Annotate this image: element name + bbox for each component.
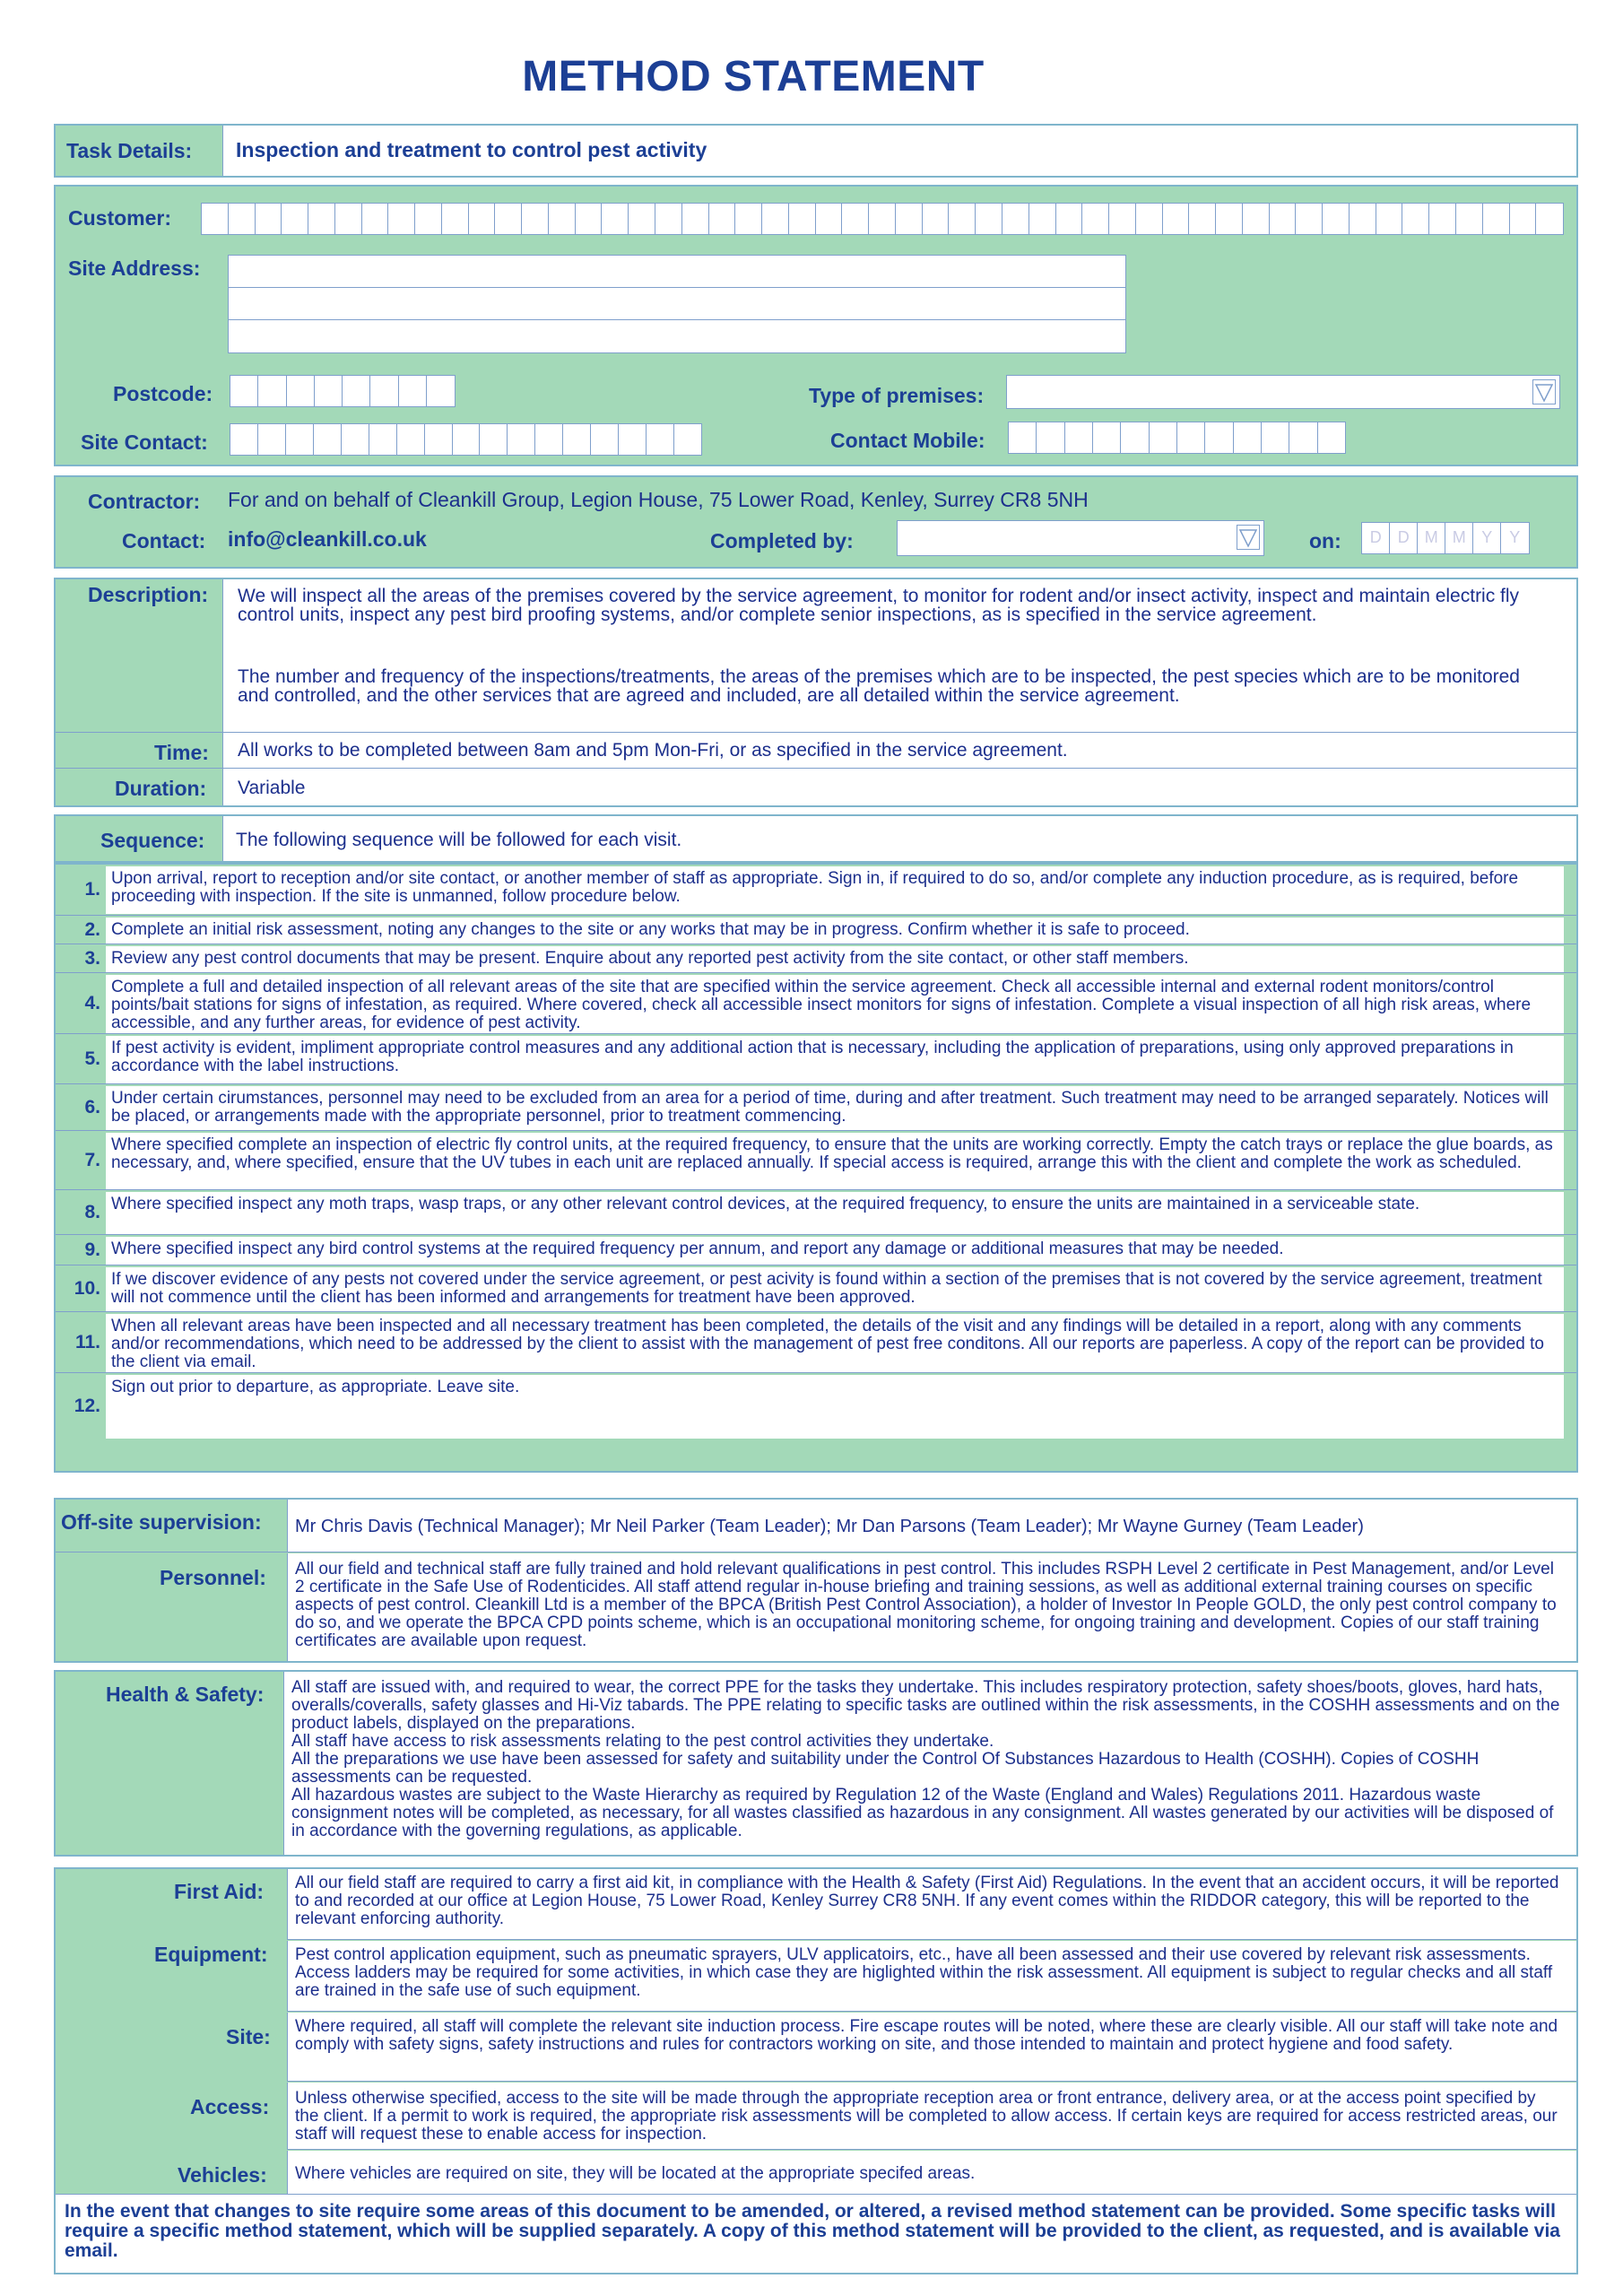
- postcode-label: Postcode:: [113, 382, 213, 405]
- access-value: Unless otherwise specified, access to the site will be made through the appropriate reception area or front entrance, delivery area, or at the access point specified by the client. If a permit to work is required, the appropriate risk assessments will be completed to allow access. If certain keys are required for access restricted areas, our staff will request these to enable access for inspection.: [295, 2089, 1558, 2144]
- cust-boxes-cell[interactable]: [1188, 203, 1216, 235]
- sequence-step: [56, 865, 1576, 915]
- description-content: [222, 579, 1576, 805]
- time-label: Time:: [154, 741, 209, 764]
- date-boxes-cell[interactable]: M: [1445, 522, 1474, 554]
- contractor-label: Contractor:: [88, 490, 201, 513]
- equipment-field: [287, 1941, 1576, 2011]
- sc-boxes-cell[interactable]: [562, 423, 591, 456]
- step-number: 5.: [84, 1048, 100, 1069]
- sc-boxes-cell[interactable]: [396, 423, 425, 456]
- customer-panel: [54, 185, 1578, 466]
- site-field: [287, 2013, 1576, 2081]
- step-text: Where specified inspect any moth traps, wasp traps, or any other relevant control devices, at the required frequency, to ensure the units are maintained in a serviceable state.: [106, 1192, 1564, 1234]
- first-aid-field: [287, 1869, 1576, 1939]
- description-panel: [54, 578, 1578, 807]
- mob-boxes-cell[interactable]: [1233, 422, 1263, 454]
- description-label: Description:: [88, 583, 209, 606]
- first-aid-value: All our field staff are required to carry a first aid kit, in compliance with the Health & Safety (First Aid) Regulations. In the event that an accident occurs, it will be reported to and recorded at our office at Legion House, 75 Lower Road, Kenley Surrey CR8 5NH. If any event comes within the RIDDOR category, this will be reported to the relevant enforcing authority.: [295, 1874, 1559, 1928]
- cust-boxes-cell[interactable]: [494, 203, 522, 235]
- cust-boxes-cell[interactable]: [1509, 203, 1537, 235]
- contractor-panel: [54, 475, 1578, 569]
- completed-by-label: Completed by:: [710, 529, 854, 552]
- cust-boxes-cell[interactable]: [1028, 203, 1056, 235]
- contact-mobile-label: Contact Mobile:: [830, 429, 985, 452]
- sequence-step: [56, 1372, 1576, 1439]
- personnel-label: Personnel:: [160, 1566, 266, 1589]
- cust-boxes-cell[interactable]: [441, 203, 469, 235]
- post-boxes-cell[interactable]: [286, 375, 316, 407]
- sequence-step: [56, 1033, 1576, 1083]
- step-number: 9.: [84, 1239, 100, 1260]
- cust-boxes-cell[interactable]: [1135, 203, 1163, 235]
- sc-boxes-cell[interactable]: [424, 423, 453, 456]
- site-address-line-1[interactable]: [228, 255, 1126, 289]
- step-text: If we discover evidence of any pests not covered under the service agreement, or pest acivity is found within a section of the premises that is not covered by the service agreement, treatment will not commence until the client has been informed and arrangements for treatment have been approved.: [106, 1267, 1564, 1311]
- mob-boxes-cell[interactable]: [1176, 422, 1206, 454]
- cust-boxes-cell[interactable]: [1428, 203, 1456, 235]
- type-premises-label: Type of premises:: [809, 384, 985, 407]
- cust-boxes-cell[interactable]: [1535, 203, 1563, 235]
- cust-boxes-cell[interactable]: [548, 203, 576, 235]
- sequence-label: Sequence:: [100, 829, 205, 852]
- contact-mobile-input[interactable]: [1008, 422, 1345, 454]
- sc-boxes-cell[interactable]: [313, 423, 342, 456]
- sequence-steps: [54, 863, 1578, 1473]
- mob-boxes-cell[interactable]: [1204, 422, 1234, 454]
- cust-boxes-cell[interactable]: [521, 203, 549, 235]
- offsite-panel: [54, 1498, 1578, 1663]
- mob-boxes-cell[interactable]: [1261, 422, 1290, 454]
- vehicles-value: Where vehicles are required on site, they will be located at the appropriate specifed areas.: [295, 2164, 976, 2183]
- first-aid-label: First Aid:: [174, 1880, 265, 1903]
- task-details-field[interactable]: [222, 126, 1576, 176]
- site-label: Site:: [226, 2025, 271, 2048]
- site-address-line-2[interactable]: [228, 287, 1126, 321]
- date-boxes-cell[interactable]: D: [1361, 522, 1391, 554]
- cust-boxes-cell[interactable]: [281, 203, 308, 235]
- vehicles-label: Vehicles:: [178, 2163, 267, 2187]
- health-safety-field: [283, 1672, 1576, 1855]
- contact-email[interactable]: info@cleankill.co.uk: [228, 527, 427, 551]
- sequence-step: [56, 1311, 1576, 1372]
- mob-boxes-cell[interactable]: [1008, 422, 1037, 454]
- cust-boxes-cell[interactable]: [1269, 203, 1297, 235]
- cust-boxes-cell[interactable]: [868, 203, 896, 235]
- access-label: Access:: [190, 2095, 270, 2118]
- cust-boxes-cell[interactable]: [922, 203, 950, 235]
- post-boxes-cell[interactable]: [426, 375, 456, 407]
- cust-boxes-cell[interactable]: [575, 203, 603, 235]
- contact-label: Contact:: [122, 529, 206, 552]
- cust-boxes-cell[interactable]: [948, 203, 976, 235]
- cust-boxes-cell[interactable]: [628, 203, 655, 235]
- page-title: METHOD STATEMENT: [522, 53, 985, 100]
- post-boxes-cell[interactable]: [314, 375, 343, 407]
- mob-boxes-cell[interactable]: [1036, 422, 1065, 454]
- sequence-panel: [54, 814, 1578, 863]
- sc-boxes-cell[interactable]: [507, 423, 535, 456]
- step-number: 6.: [84, 1097, 100, 1118]
- post-boxes-cell[interactable]: [342, 375, 371, 407]
- cust-boxes-cell[interactable]: [681, 203, 709, 235]
- mob-boxes-cell[interactable]: [1289, 422, 1318, 454]
- cust-boxes-cell[interactable]: [1215, 203, 1243, 235]
- sc-boxes-cell[interactable]: [590, 423, 619, 456]
- cust-boxes-cell[interactable]: [841, 203, 869, 235]
- health-safety-label: Health & Safety:: [106, 1683, 265, 1706]
- sc-boxes-cell[interactable]: [646, 423, 674, 456]
- sequence-step: [56, 972, 1576, 1033]
- cust-boxes-cell[interactable]: [788, 203, 816, 235]
- on-date-label: on:: [1309, 529, 1341, 552]
- cust-boxes-cell[interactable]: [1242, 203, 1270, 235]
- date-boxes-cell[interactable]: M: [1417, 522, 1446, 554]
- cust-boxes-cell[interactable]: [414, 203, 442, 235]
- step-text: Under certain cirumstances, personnel may need to be excluded from an area for a period of time, during and after treatment. Such treatment may need to be arranged separately. Notices will be placed, or arrangements made with the appropriate personnel, prior to treatment commencing.: [106, 1086, 1564, 1130]
- cust-boxes-cell[interactable]: [1482, 203, 1510, 235]
- cust-boxes-cell[interactable]: [361, 203, 389, 235]
- sc-boxes-cell[interactable]: [673, 423, 702, 456]
- sc-boxes-cell[interactable]: [230, 423, 258, 456]
- mob-boxes-cell[interactable]: [1317, 422, 1347, 454]
- sequence-step: [56, 944, 1576, 972]
- sequence-step: [56, 1130, 1576, 1189]
- mob-boxes-cell[interactable]: [1120, 422, 1150, 454]
- cust-boxes-cell[interactable]: [1295, 203, 1323, 235]
- cust-boxes-cell[interactable]: [1002, 203, 1029, 235]
- step-number: 8.: [84, 1202, 100, 1222]
- cust-boxes-cell[interactable]: [201, 203, 229, 235]
- step-number: 2.: [84, 919, 100, 940]
- cust-boxes-cell[interactable]: [1349, 203, 1376, 235]
- other-details-panel: [54, 1867, 1578, 2274]
- sequence-field: [222, 816, 1576, 861]
- mob-boxes-cell[interactable]: [1092, 422, 1122, 454]
- step-number: 11.: [74, 1332, 100, 1352]
- access-field: [287, 2083, 1576, 2149]
- customer-label: Customer:: [68, 206, 172, 230]
- health-safety-panel: [54, 1670, 1578, 1857]
- cust-boxes-cell[interactable]: [1108, 203, 1136, 235]
- sequence-step: [56, 1189, 1576, 1234]
- mob-boxes-cell[interactable]: [1064, 422, 1094, 454]
- sc-boxes-cell[interactable]: [534, 423, 563, 456]
- site-address-line-3[interactable]: [228, 319, 1126, 353]
- date-input[interactable]: [1361, 522, 1528, 554]
- dropdown-arrow-icon[interactable]: [1237, 525, 1260, 550]
- post-boxes-cell[interactable]: [257, 375, 287, 407]
- mob-boxes-cell[interactable]: [1149, 422, 1178, 454]
- sequence-value: The following sequence will be followed for each visit.: [236, 830, 682, 850]
- step-number: 12.: [74, 1396, 100, 1416]
- step-number: 1.: [84, 879, 100, 900]
- site-address-label: Site Address:: [68, 257, 201, 280]
- footer-field: [56, 2194, 1576, 2273]
- cust-boxes-cell[interactable]: [761, 203, 789, 235]
- step-text: Complete a full and detailed inspection of all relevant areas of the site that are specified within the service agreement. Check all accessible internal and external rodent monitors/control points/bait stations for signs of infestation, as required. Where covered, check all accessible insect monitors for signs of infestation. Complete a visual inspection of all high risk areas, where accessible, and any further areas, for evidence of pest activity.: [106, 975, 1564, 1033]
- cust-boxes-cell[interactable]: [1162, 203, 1190, 235]
- cust-boxes-cell[interactable]: [255, 203, 282, 235]
- post-boxes-cell[interactable]: [369, 375, 399, 407]
- cust-boxes-cell[interactable]: [387, 203, 415, 235]
- post-boxes-cell[interactable]: [230, 375, 259, 407]
- cust-boxes-cell[interactable]: [1455, 203, 1483, 235]
- duration-value: Variable: [238, 778, 306, 798]
- date-boxes-cell[interactable]: Y: [1472, 522, 1502, 554]
- step-number: 3.: [84, 948, 100, 969]
- cust-boxes-cell[interactable]: [655, 203, 682, 235]
- equipment-label: Equipment:: [154, 1943, 268, 1966]
- sc-boxes-cell[interactable]: [618, 423, 647, 456]
- sc-boxes-cell[interactable]: [479, 423, 508, 456]
- step-number: 10.: [74, 1278, 100, 1299]
- sequence-step: [56, 1083, 1576, 1130]
- sc-boxes-cell[interactable]: [285, 423, 314, 456]
- sc-boxes-cell[interactable]: [257, 423, 286, 456]
- health-safety-value-1: All staff are issued with, and required to wear, the correct PPE for the tasks they undertake. This includes respiratory protection, safety shoes/boots, gloves, hard hats, overalls/coveralls, safety glasses and Hi-Viz tabards. The PPE relating to specific tasks are outlined within the risk assessments, in the COSHH assessments and on the product labels, displayed on the preparations.: [291, 1678, 1560, 1733]
- date-boxes-cell[interactable]: Y: [1500, 522, 1530, 554]
- date-boxes-cell[interactable]: D: [1389, 522, 1419, 554]
- vehicles-field: [287, 2151, 1576, 2194]
- time-value: All works to be completed between 8am and 5pm Mon-Fri, or as specified in the service agreement.: [238, 740, 1068, 761]
- site-contact-input[interactable]: [230, 423, 701, 456]
- step-text: Where specified complete an inspection of electric fly control units, at the required frequency, to ensure that the units are working correctly. Empty the catch trays or replace the glue boards, as necessary, and, where specified, ensure that the UV tubes in each unit are replaced annually. If special access is required, arrange this with the client and complete the work as scheduled.: [106, 1133, 1564, 1189]
- step-number: 7.: [84, 1150, 100, 1170]
- postcode-input[interactable]: [230, 375, 454, 407]
- health-safety-value-3: All the preparations we use have been assessed for safety and suitability under the Control Of Substances Hazardous to Health (COSHH). Copies of COSHH assessments can be requested.: [291, 1750, 1480, 1787]
- step-text: Where specified inspect any bird control systems at the required frequency per annum, and report any damage or additional measures that may be needed.: [106, 1237, 1564, 1265]
- type-premises-select[interactable]: [1006, 375, 1560, 409]
- site-value: Where required, all staff will complete the relevant site induction process. Fire escape routes will be noted, where these are clearly visible. All our staff will take note and comply with safety signs, safety instructions and rules for contractors working on site, and those intended to maintain and protect hygiene and food safety.: [295, 2017, 1558, 2054]
- sequence-step: [56, 1265, 1576, 1311]
- step-text: If pest activity is evident, impliment appropriate control measures and any additional action that is necessary, including the application of preparations, using only approved preparations in accordance with the label instructions.: [106, 1036, 1564, 1083]
- cust-boxes-cell[interactable]: [1055, 203, 1083, 235]
- site-contact-label: Site Contact:: [81, 430, 208, 454]
- sc-boxes-cell[interactable]: [369, 423, 397, 456]
- task-details-panel: [54, 124, 1578, 178]
- duration-label: Duration:: [115, 777, 207, 800]
- step-text: Review any pest control documents that may be present. Enquire about any reported pest activity from the site contact, or other staff members.: [106, 946, 1564, 972]
- customer-input[interactable]: [201, 203, 1562, 235]
- health-safety-value-2: All staff have access to risk assessments relating to the pest control activities they undertake.: [291, 1732, 994, 1751]
- task-details-value: Inspection and treatment to control pest activity: [236, 138, 707, 161]
- completed-by-select[interactable]: [897, 520, 1264, 556]
- description-para-1: We will inspect all the areas of the premises covered by the service agreement, to monitor for rodent and/or insect activity, inspect and maintain electric fly control units, inspect any pest bird proofing systems, and/or complete senior inspections, as is specified in the service agreement.: [238, 586, 1520, 625]
- health-safety-value-4: All hazardous wastes are subject to the Waste Hierarchy as required by Regulation 12 of the Waste (England and Wales) Regulations 2011. Hazardous waste consignment notes will be completed, as necessary, for all wastes classified as hazardous in any consignment. All wastes generated by our activities will be disposed of in accordance with the governing regulations, as applicable.: [291, 1786, 1554, 1840]
- offsite-value: Mr Chris Davis (Technical Manager); Mr Neil Parker (Team Leader); Mr Dan Parsons (Team Leader); Mr Wayne Gurney (Team Leader): [295, 1517, 1364, 1536]
- step-text: When all relevant areas have been inspected and all necessary treatment has been completed, the details of the visit and any findings will be detailed in a report, along with any comments and/or recommendations, which need to be addressed by the client to assist with the management of pest free conditons. All our reports are paperless. A copy of the report can be provided to the client via email.: [106, 1314, 1564, 1372]
- cust-boxes-cell[interactable]: [708, 203, 736, 235]
- task-details-label: Task Details:: [66, 139, 193, 162]
- cust-boxes-cell[interactable]: [734, 203, 762, 235]
- step-text: Sign out prior to departure, as appropriate. Leave site.: [106, 1375, 1564, 1439]
- cust-boxes-cell[interactable]: [468, 203, 496, 235]
- personnel-field: [287, 1553, 1576, 1661]
- sc-boxes-cell[interactable]: [341, 423, 369, 456]
- cust-boxes-cell[interactable]: [228, 203, 256, 235]
- cust-boxes-cell[interactable]: [1402, 203, 1429, 235]
- cust-boxes-cell[interactable]: [1081, 203, 1109, 235]
- footer-note: In the event that changes to site require some areas of this document to be amended, or altered, a revised method statement can be provided. Some specific tasks will require a specific method statement, which will be supplied separately. A copy of this method statement will be provided to the client, as requested, and is available via email.: [65, 2201, 1560, 2261]
- personnel-value: All our field and technical staff are fully trained and hold relevant qualifications in pest control. This includes RSPH Level 2 certificate in Pest Management, and/or Level 2 certificate in the Safe Use of Rodenticides. All staff attend regular in-house briefing and training sessions, as well as additional external training courses on specific aspects of pest control. Cleankill Ltd is a member of the BPCA (British Pest Control Association), a holder of Investor In People GOLD, the only pest control company to do so, and we operate the BPCA CPD points scheme, which is an occupational monitoring scheme, for ongoing training and development. Copies of our staff training certificates are available upon request.: [295, 1560, 1557, 1650]
- dropdown-arrow-icon[interactable]: [1532, 379, 1556, 404]
- equipment-value: Pest control application equipment, such as pneumatic sprayers, ULV applicatoirs, etc., have all been assessed and their use covered by relevant risk assessments. Access ladders may be required for some activities, in which case they are higlighted within the risk assessment. All equipment is subject to regular checks and all staff are trained in the safe use of such equipment.: [295, 1945, 1553, 2000]
- contractor-value: For and on behalf of Cleankill Group, Legion House, 75 Lower Road, Kenley, Surrey CR8 5NH: [228, 488, 1089, 511]
- step-text: Complete an initial risk assessment, noting any changes to the site or any works that may be in progress. Confirm whether it is safe to proceed.: [106, 918, 1564, 944]
- sc-boxes-cell[interactable]: [452, 423, 481, 456]
- cust-boxes-cell[interactable]: [308, 203, 335, 235]
- sequence-step: [56, 915, 1576, 944]
- cust-boxes-cell[interactable]: [975, 203, 1002, 235]
- offsite-field: [287, 1500, 1576, 1552]
- cust-boxes-cell[interactable]: [1322, 203, 1350, 235]
- cust-boxes-cell[interactable]: [334, 203, 362, 235]
- cust-boxes-cell[interactable]: [1376, 203, 1403, 235]
- sequence-step: [56, 1234, 1576, 1265]
- offsite-label: Off-site supervision:: [61, 1510, 262, 1534]
- step-number: 4.: [84, 993, 100, 1013]
- cust-boxes-cell[interactable]: [895, 203, 923, 235]
- post-boxes-cell[interactable]: [398, 375, 428, 407]
- cust-boxes-cell[interactable]: [815, 203, 843, 235]
- description-para-2: The number and frequency of the inspections/treatments, the areas of the premises which are to be inspected, the pest species which are to be monitored and controlled, and the other services that are agreed and included, are all detailed within the service agreement.: [238, 666, 1520, 706]
- step-text: Upon arrival, report to reception and/or site contact, or another member of staff as appropriate. Sign in, if required to do so, and/or complete any induction procedure, as is required, before proceeding with inspection. If the site is unmanned, follow procedure below.: [106, 866, 1564, 914]
- cust-boxes-cell[interactable]: [601, 203, 629, 235]
